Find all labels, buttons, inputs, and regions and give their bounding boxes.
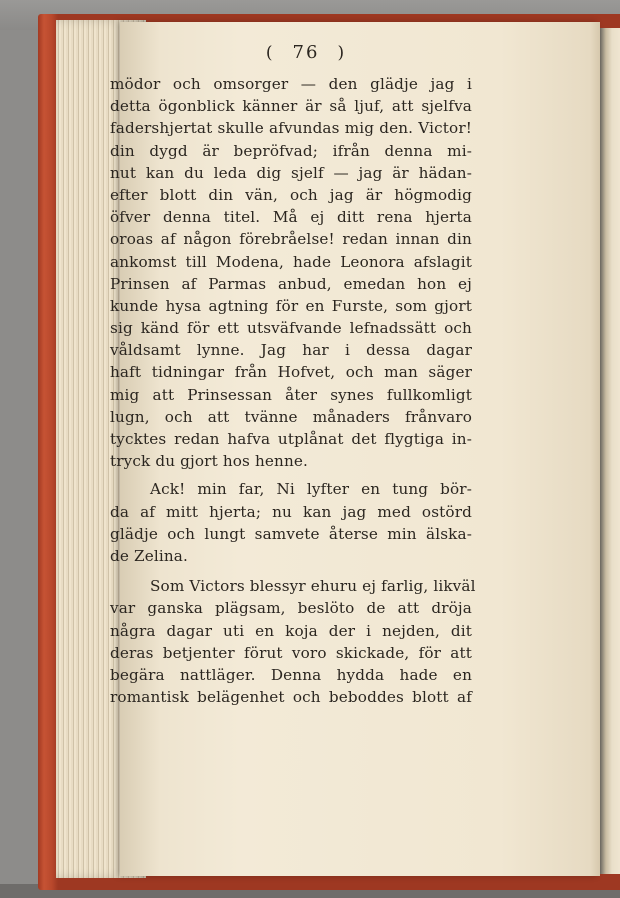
text-line: oroas af någon förebråelse! redan innan din bbox=[110, 230, 472, 249]
text-line: de Zelina. bbox=[110, 546, 188, 565]
text-line: Prinsen af Parmas anbud, emedan hon ej bbox=[110, 274, 472, 293]
text-line: da af mitt hjerta; nu kan jag med ostörd bbox=[110, 502, 472, 521]
text-line: nut kan du leda dig sjelf — jag är hädan- bbox=[110, 163, 472, 182]
page-number-header bbox=[110, 42, 472, 63]
paragraph-2 bbox=[110, 478, 472, 567]
text-line: mödor och omsorger — den glädje jag i bbox=[110, 75, 472, 93]
paragraph-1 bbox=[110, 73, 472, 472]
text-line: sig känd för ett utsväfvande lefnadssätt och bbox=[110, 319, 472, 338]
text-line: mig att Prinsessan åter synes fullkomligt bbox=[110, 385, 472, 404]
paren-right: ) bbox=[337, 43, 347, 63]
text-line: Som Victors blessyr ehuru ej farlig, likväl bbox=[150, 577, 476, 596]
text-line: deras betjenter förut voro skickade, för att bbox=[110, 643, 472, 662]
text-line: våldsamt lynne. Jag har i dessa dagar bbox=[110, 341, 472, 360]
page-number: 76 bbox=[292, 42, 320, 63]
text-line: Ack! min far, Ni lyfter en tung bör- bbox=[150, 480, 472, 499]
text-line: några dagar uti en koja der i nejden, dit bbox=[110, 621, 472, 640]
paragraph-gap bbox=[110, 567, 472, 575]
text-line: fadershjertat skulle afvundas mig den. Victor! bbox=[110, 119, 472, 138]
text-line: haft tidningar från Hofvet, och man säger bbox=[110, 363, 472, 382]
paragraph-3 bbox=[110, 575, 476, 708]
text-line: var ganska plägsam, beslöto de att dröja bbox=[110, 599, 472, 618]
text-line: tycktes redan hafva utplånat det flygtiga in- bbox=[110, 430, 472, 448]
text-line: tryck du gjort hos henne. bbox=[110, 452, 309, 471]
page-text bbox=[110, 38, 476, 708]
text-line: detta ögonblick känner är så ljuf, att sjelfva bbox=[110, 97, 472, 116]
paren-left: ( bbox=[265, 43, 275, 63]
text-line: glädje och lungt samvete återse min älska- bbox=[110, 524, 472, 543]
facing-page-edge bbox=[600, 28, 620, 874]
text-line: romantisk belägenhet och beboddes blott af bbox=[110, 688, 472, 707]
text-line: öfver denna titel. Må ej ditt rena hjerta bbox=[110, 208, 472, 227]
text-line: efter blott din vän, och jag är högmodig bbox=[110, 185, 472, 204]
text-line: din dygd är bepröfvad; ifrån denna mi- bbox=[110, 141, 472, 160]
text-line: lugn, och att tvänne månaders frånvaro bbox=[110, 407, 472, 426]
text-line: ankomst till Modena, hade Leonora afslagit bbox=[110, 252, 472, 271]
text-line: begära nattläger. Denna hydda hade en bbox=[110, 665, 472, 684]
text-line: kunde hysa agtning för en Furste, som gjort bbox=[110, 296, 472, 315]
